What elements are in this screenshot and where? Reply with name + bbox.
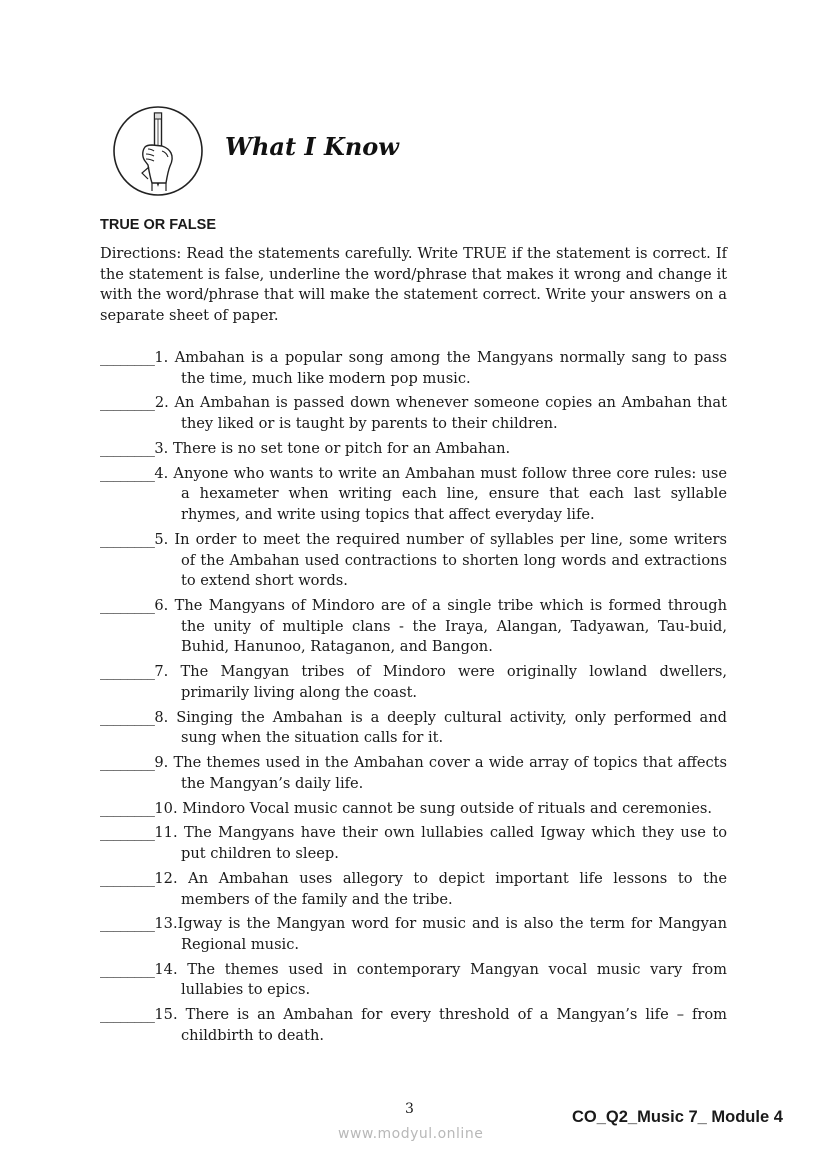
question-text: 14. The themes used in contemporary Mangyan vocal music vary from lullabies to epics. <box>154 960 727 999</box>
question-text: 3. There is no set tone or pitch for an Ambahan. <box>154 439 511 457</box>
question-text: 6. The Mangyans of Mindoro are of a single tribe which is formed through the unity of multiple clans - the Iraya, Alangan, Tadyawan, Tau-buid, Buhid, Hanunoo, Rataganon, and Bangon. <box>154 597 727 656</box>
question-item <box>100 596 727 658</box>
question-text: 12. An Ambahan uses allegory to depict important life lessons to the members of the family and the tribe. <box>154 869 727 908</box>
answer-blank: ________ <box>100 464 155 482</box>
answer-blank: ________ <box>100 915 155 933</box>
answer-blank: ________ <box>100 960 155 978</box>
pencil-in-hand-icon <box>112 105 204 197</box>
answer-blank: ________ <box>100 349 155 366</box>
answer-blank: ________ <box>100 708 155 726</box>
question-text: 9. The themes used in the Ambahan cover a wide array of topics that affects the Mangyan’s daily life. <box>154 754 727 792</box>
answer-blank: ________ <box>100 869 155 887</box>
answer-blank: ________ <box>100 663 155 681</box>
answer-blank: ________ <box>100 824 155 842</box>
page-number: 3 <box>405 1101 414 1117</box>
question-text: 7. The Mangyan tribes of Mindoro were originally lowland dwellers, primarily living along the coast. <box>154 663 727 701</box>
question-item <box>100 914 727 955</box>
question-text: 8. Singing the Ambahan is a deeply cultural activity, only performed and sung when the situation calls for it. <box>154 708 727 747</box>
question-item <box>100 530 727 592</box>
question-list <box>100 348 727 1051</box>
answer-blank: _______ <box>100 394 148 412</box>
answer-blank: ________ <box>100 597 155 615</box>
question-item <box>100 393 727 434</box>
question-text: 10. Mindoro Vocal music cannot be sung outside of rituals and ceremonies. <box>154 799 712 817</box>
question-text: 5. In order to meet the required number of syllables per line, some writers of the Ambahan used contractions to shorten long words and extractions to extend short words. <box>154 530 727 590</box>
question-item <box>100 1005 727 1046</box>
question-item <box>100 708 727 749</box>
question-item <box>100 348 727 389</box>
watermark-url: www.modyul.online <box>338 1126 484 1142</box>
module-code: CO_Q2_Music 7_ Module 4 <box>572 1108 783 1126</box>
question-text: 13.Igway is the Mangyan word for music and is also the term for Mangyan Regional music. <box>154 915 727 953</box>
question-text: 1. Ambahan is a popular song among the Mangyans normally sang to pass the time, much like modern pop music. <box>154 349 727 387</box>
answer-blank: ________ <box>100 530 155 548</box>
answer-blank: ________ <box>100 1006 155 1024</box>
answer-blank: ________ <box>100 439 155 457</box>
section-title: What I Know <box>225 132 399 161</box>
answer-blank: ________ <box>100 799 155 817</box>
question-item <box>100 869 727 910</box>
question-text: 11. The Mangyans have their own lullabies called Igway which they use to put children to sleep. <box>154 824 727 863</box>
question-text: 15. There is an Ambahan for every threshold of a Mangyan’s life – from childbirth to death. <box>154 1006 727 1044</box>
question-item <box>100 960 727 1001</box>
question-text: 4. Anyone who wants to write an Ambahan must follow three core rules: use a hexameter when writing each line, ensure that each last syllable rhymes, and write using topics that affect everyday life. <box>154 464 727 524</box>
answer-blank: ________ <box>100 754 155 772</box>
question-item <box>100 753 727 794</box>
question-item <box>100 799 727 820</box>
question-text: _2. An Ambahan is passed down whenever someone copies an Ambahan that they liked or is taught by parents to their children. <box>147 394 727 433</box>
subheading: TRUE OR FALSE <box>100 217 217 233</box>
question-item <box>100 439 727 460</box>
question-item <box>100 464 727 526</box>
question-item <box>100 823 727 864</box>
directions: Directions: Read the statements carefully. Write TRUE if the statement is correct. If the statement is false, underline the word/phrase that makes it wrong and change it with the word/phrase that will make the statement correct. Write your answers on a separate sheet of paper. <box>100 245 727 325</box>
question-item <box>100 662 727 703</box>
